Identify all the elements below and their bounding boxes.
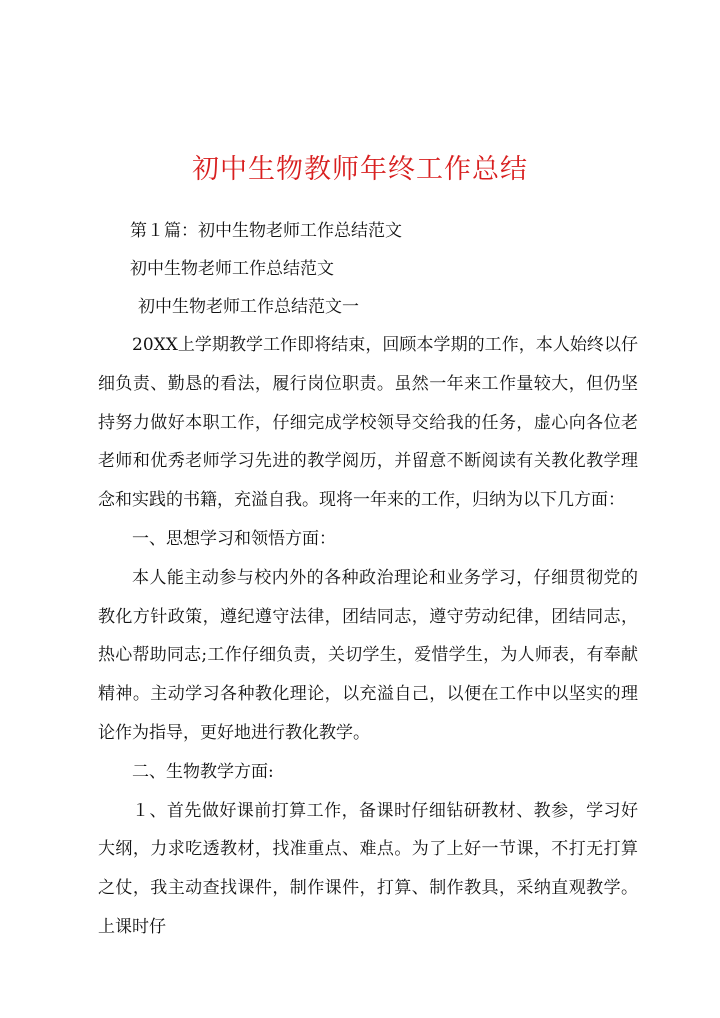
document-body [98,212,638,947]
heading-biology-teaching: 二、生物教学方面: [132,761,274,782]
paragraph-lesson-prep: １、首先做好课前打算工作，备课时仔细钻研教材、教参，学习好大纲，力求吃透教材，找准重点、难点。为了上好一节课，不打无打算之仗，我主动查找课件，制作课件，打算、制作教具，采纳直观教学。上课时仔 [98,800,638,937]
section-heading: 第１篇：初中生物老师工作总结范文 [130,221,402,241]
paragraph-intro: 20XX上学期教学工作即将结束，回顾本学期的工作，本人始终以仔细负责、勤恳的看法，履行岗位职责。虽然一年来工作量较大，但仍坚持努力做好本职工作，仔细完成学校领导交给我的任务，虚心向各位老老师和优秀老师学习先进的教学阅历，并留意不断阅读有关教化教学理念和实践的书籍，充溢自我。现将一年来的工作，归纳为以下几方面： [98,335,638,511]
paragraph-thought-study: 本人能主动参与校内外的各种政治理论和业务学习，仔细贯彻党的教化方针政策，遵纪遵守法律，团结同志，遵守劳动纪律，团结同志，热心帮助同志;工作仔细负责，关切学生，爱惜学生，为人师表，有奉献精神。主动学习各种教化理论，以充溢自己，以便在工作中以坚实的理论作为指导，更好地进行教化教学。 [98,567,638,743]
subtitle-line-one: 初中生物老师工作总结范文一 [138,297,359,317]
document-title: 初中生物教师年终工作总结 [192,154,528,185]
subtitle-line: 初中生物老师工作总结范文 [130,259,334,279]
heading-thought-study: 一、思想学习和领悟方面： [132,528,336,549]
